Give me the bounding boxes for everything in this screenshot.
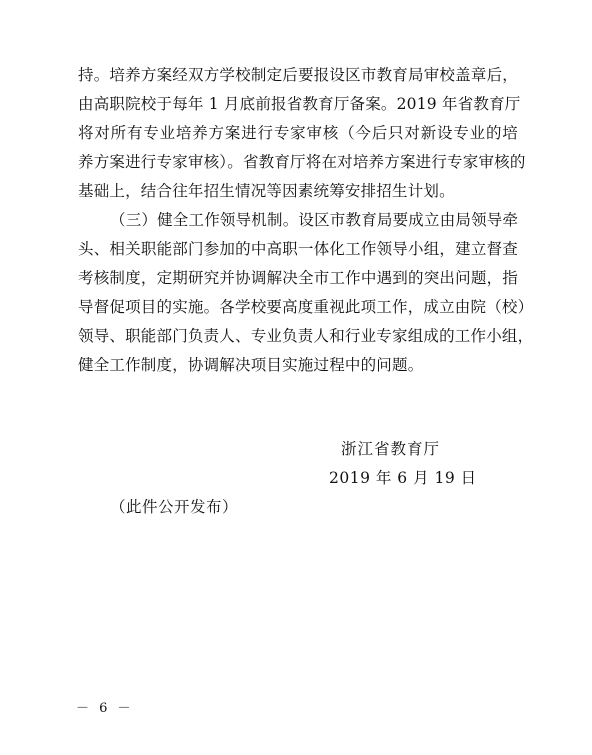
publication-note: （此件公开发布）: [110, 498, 239, 516]
paragraph-2-line-3: 考核制度，定期研究并协调解决全市工作中遇到的突出问题，指: [78, 269, 518, 287]
paragraph-1-line-3: 将对所有专业培养方案进行专家审核（今后只对新设专业的培: [78, 124, 518, 142]
page-number: － 6 －: [76, 701, 134, 716]
paragraph-2-line-5: 领导、职能部门负责人、专业负责人和行业专家组成的工作小组，: [78, 327, 534, 345]
paragraph-2-line-4: 导督促项目的实施。各学校要高度重视此项工作，成立由院（校）: [78, 298, 534, 316]
signature-organization: 浙江省教育厅: [341, 440, 441, 458]
paragraph-1-line-5: 基础上，结合往年招生情况等因素统筹安排招生计划。: [78, 182, 455, 200]
paragraph-1-line-4: 养方案进行专家审核）。省教育厅将在对培养方案进行专家审核的: [78, 153, 526, 171]
paragraph-2-line-6: 健全工作制度，协调解决项目实施过程中的问题。: [78, 356, 424, 374]
paragraph-2-line-1: （三）健全工作领导机制。设区市教育局要成立由局领导牵: [110, 211, 519, 229]
paragraph-1-line-2: 由高职院校于每年 1 月底前报省教育厅备案。2019 年省教育厅: [78, 95, 521, 113]
paragraph-1-line-1: 持。培养方案经双方学校制定后要报设区市教育局审校盖章后，: [78, 66, 518, 84]
paragraph-2-line-2: 头、相关职能部门参加的中高职一体化工作领导小组，建立督查: [78, 240, 518, 258]
signature-date: 2019 年 6 月 19 日: [329, 469, 477, 487]
